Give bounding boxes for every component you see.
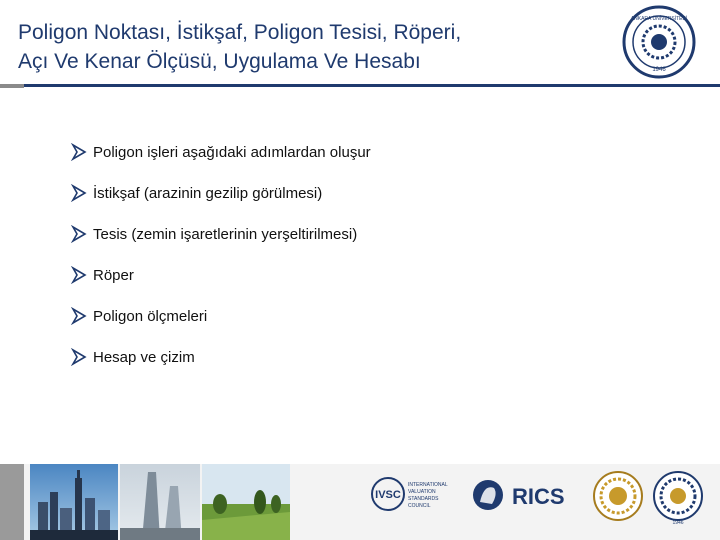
seal-caption: ANKARA ÜNİVERSİTESİ	[630, 16, 688, 22]
bullet-text: İstikşaf (arazinin gezilip görülmesi)	[93, 185, 323, 202]
bullet-item	[70, 348, 371, 389]
rics-name: RICS	[512, 484, 565, 509]
bullet-list	[70, 143, 371, 389]
bullet-text: Hesap ve çizim	[93, 349, 195, 366]
bullet-text: Tesis (zemin işaretlerinin yerşeltirilmesi)	[93, 226, 358, 243]
ivsc-caption-2: VALUATION	[408, 489, 436, 495]
arrow-bullet-icon	[70, 184, 90, 202]
bullet-text: Poligon ölçmeleri	[93, 308, 208, 325]
bullet-item	[70, 307, 371, 348]
slide-title	[18, 18, 578, 76]
rics-logo	[473, 480, 565, 510]
bullet-text: Röper	[93, 267, 134, 284]
arrow-bullet-icon	[70, 225, 90, 243]
tower-photo	[120, 464, 200, 540]
title-line-2: Açı Ve Kenar Ölçüsü, Uygulama Ve Hesabı	[18, 50, 421, 73]
bullet-item	[70, 184, 371, 225]
arrow-bullet-icon	[70, 307, 90, 325]
university-seal-footer-logo	[654, 472, 702, 526]
ivsc-caption-3: STANDARDS	[408, 496, 439, 502]
ivsc-caption-1: INTERNATIONAL	[408, 482, 448, 488]
header-accent	[0, 84, 24, 88]
landscape-photo	[202, 464, 290, 540]
city-skyline-photo	[30, 464, 118, 540]
partner-logos	[360, 464, 720, 540]
footer-accent	[0, 464, 24, 540]
seal-year: 1946	[652, 67, 666, 73]
bullet-item	[70, 143, 371, 184]
header-divider	[24, 84, 720, 87]
ivsc-caption-4: COUNCIL	[408, 503, 431, 509]
arrow-bullet-icon	[70, 266, 90, 284]
ivsc-name: IVSC	[375, 489, 401, 501]
university-seal-logo	[622, 5, 696, 79]
arrow-bullet-icon	[70, 348, 90, 366]
title-line-1: Poligon Noktası, İstikşaf, Poligon Tesisi, Röperi,	[18, 21, 462, 44]
gold-seal-logo	[594, 472, 642, 520]
arrow-bullet-icon	[70, 143, 90, 161]
ivsc-logo	[372, 478, 448, 510]
bullet-item	[70, 266, 371, 307]
footer-seal-year: 1946	[672, 520, 684, 526]
bullet-text: Poligon işleri aşağıdaki adımlardan oluşur	[93, 144, 371, 161]
bullet-item	[70, 225, 371, 266]
